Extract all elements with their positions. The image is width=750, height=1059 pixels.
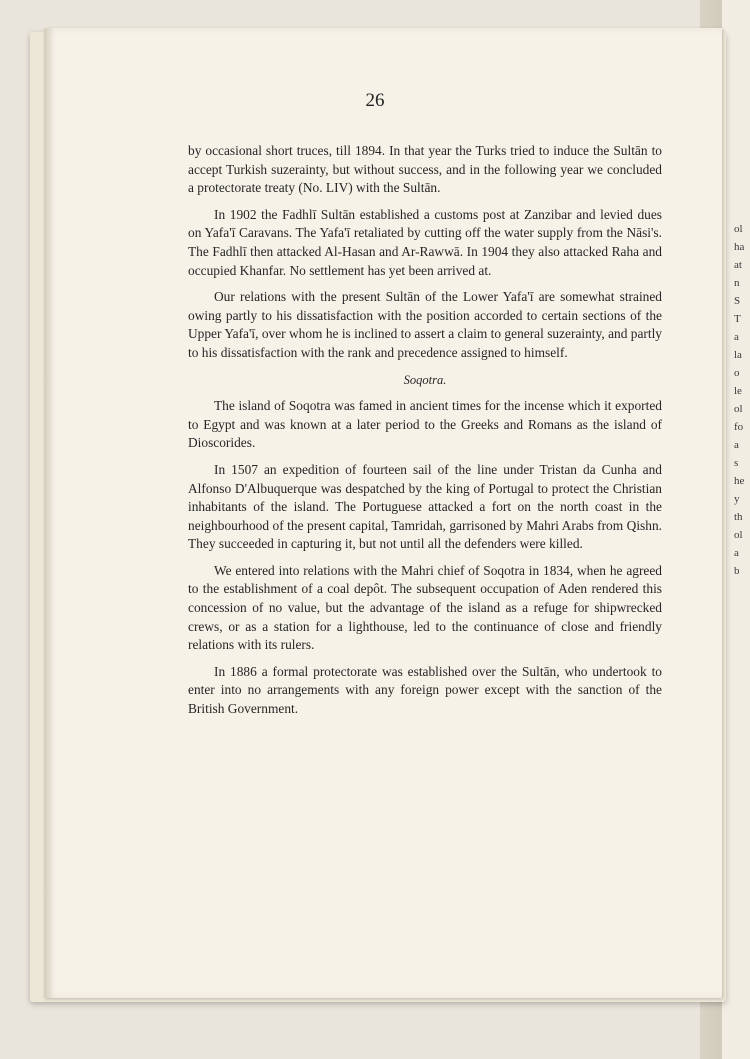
adjacent-text-fragment: th — [734, 511, 743, 523]
adjacent-text-fragment: ha — [734, 241, 745, 253]
adjacent-text-fragment: S — [734, 295, 741, 307]
adjacent-text-fragment: b — [734, 565, 740, 577]
adjacent-text-fragment: a — [734, 331, 739, 343]
adjacent-page-text — [734, 220, 748, 580]
paragraph: The island of Soqotra was famed in ancient times for the incense which it exported to Egypt and was known at a later period to the Greeks and Romans as the island of Dioscorides. — [188, 398, 662, 451]
page-spine-shadow — [44, 28, 54, 998]
paragraph: by occasional short truces, till 1894. In that year the Turks tried to induce the Sultān to accept Turkish suzerainty, but without success, and in the following year we concluded a protectorate treaty (No. LIV) with the Sultān. — [188, 143, 662, 196]
adjacent-text-fragment: ol — [734, 529, 743, 541]
adjacent-text-fragment: y — [734, 493, 740, 505]
adjacent-text-fragment: at — [734, 259, 742, 271]
section-heading: Soqotra. — [403, 372, 447, 387]
page-number: 26 — [365, 90, 385, 111]
adjacent-text-fragment: la — [734, 349, 742, 361]
adjacent-text-fragment: n — [734, 277, 740, 289]
adjacent-text-fragment: s — [734, 457, 739, 469]
adjacent-text-fragment: a — [734, 547, 739, 559]
paragraph: In 1886 a formal protectorate was established over the Sultān, who undertook to enter into no arrangements with any foreign power except with the sanction of the British Government. — [188, 663, 662, 717]
adjacent-text-fragment: ol — [734, 223, 743, 235]
adjacent-text-fragment: he — [734, 475, 745, 487]
paragraph: In 1507 an expedition of fourteen sail of the line under Tristan da Cunha and Alfonso D'Albuquerque was despatched by the king of Portugal to protect the Christian inhabitants of the island. The Portuguese attacked a fort on the north coast in the neighbourhood of the present capital, Tamridah, garrisoned by Mahri Arabs from Qishn. They succeeded in capturing it, but not until all the defenders were killed. — [188, 461, 662, 552]
adjacent-text-fragment: fo — [734, 421, 744, 433]
adjacent-text-fragment: T — [734, 313, 741, 325]
adjacent-text-fragment: a — [734, 439, 739, 451]
page-body — [188, 142, 662, 727]
paragraph: Our relations with the present Sultān of the Lower Yafa'ī are somewhat strained owing partly to his dissatisfaction with the position accorded to certain sections of the Upper Yafa'ī, over whom he is inclined to assert a claim to general suzerainty, and partly to his dissatisfaction with the rank and precedence assigned to himself. — [188, 289, 662, 360]
paragraph: In 1902 the Fadhlī Sultān established a customs post at Zanzibar and levied dues on Yafa'ī Caravans. The Yafa'ī retaliated by cutting off the water supply from the Nāsi's. The Fadhlī then attacked Al-Hasan and Ar-Rawwā. In 1904 they also attacked Raha and occupied Khanfar. No settlement has yet been arrived at. — [188, 206, 662, 278]
adjacent-text-fragment: o — [734, 367, 740, 379]
paragraph: We entered into relations with the Mahri chief of Soqotra in 1834, when he agreed to the establishment of a coal depôt. The subsequent occupation of Aden rendered this concession of no value, but the advantage of the island as a refuge for shipwrecked crews, or as a station for a lighthouse, led to the continuance of close and friendly relations with its rulers. — [188, 562, 662, 653]
adjacent-text-fragment: le — [734, 385, 742, 397]
adjacent-text-fragment: ol — [734, 403, 743, 415]
